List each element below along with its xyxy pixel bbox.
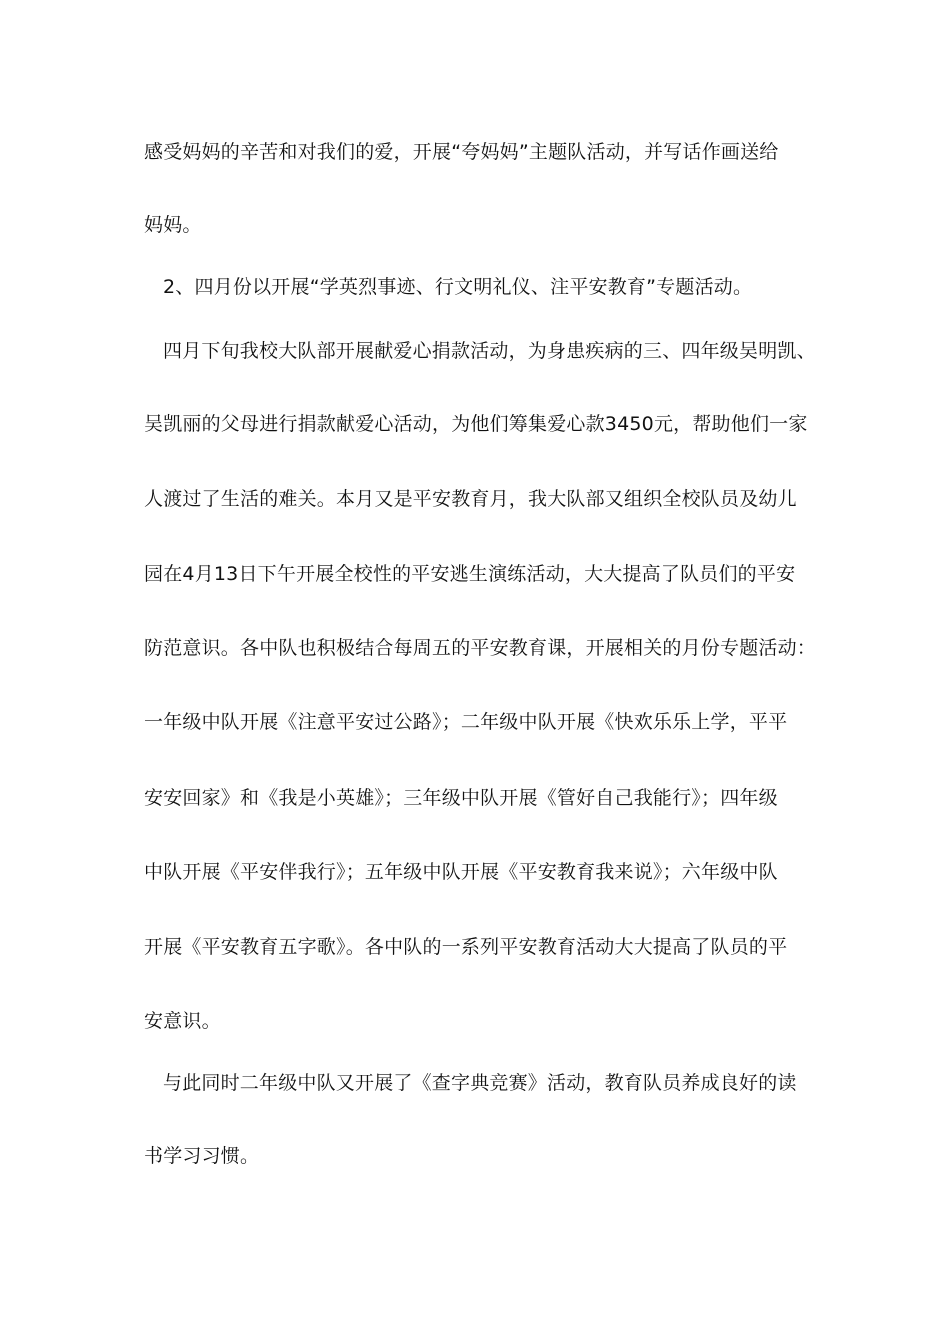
paragraph-line: 与此同时二年级中队又开展了《查字典竞赛》活动，教育队员养成良好的读 bbox=[163, 1072, 797, 1094]
paragraph-line: 开展《平安教育五字歌》。各中队的一系列平安教育活动大大提高了队员的平 bbox=[144, 936, 788, 958]
paragraph-line: 一年级中队开展《注意平安过公路》；二年级中队开展《快欢乐乐上学，平平 bbox=[144, 711, 788, 733]
section-heading: 2、四月份以开展“学英烈事迹、行文明礼仪、注平安教育”专题活动。 bbox=[163, 276, 753, 298]
paragraph-line: 人渡过了生活的难关。本月又是平安教育月，我大队部又组织全校队员及幼儿 bbox=[144, 488, 797, 510]
paragraph-line: 四月下旬我校大队部开展献爱心捐款活动，为身患疾病的三、四年级吴明凯、 bbox=[163, 340, 816, 362]
paragraph-line: 中队开展《平安伴我行》；五年级中队开展《平安教育我来说》；六年级中队 bbox=[144, 861, 778, 883]
paragraph-line: 防范意识。各中队也积极结合每周五的平安教育课，开展相关的月份专题活动： bbox=[144, 637, 817, 659]
paragraph-line: 感受妈妈的辛苦和对我们的爱，开展“夸妈妈”主题队活动，并写话作画送给 bbox=[144, 141, 779, 163]
paragraph-line: 妈妈。 bbox=[144, 214, 202, 236]
paragraph-line: 安安回家》和《我是小英雄》；三年级中队开展《管好自己我能行》；四年级 bbox=[144, 787, 778, 809]
paragraph-line: 吴凯丽的父母进行捐款献爱心活动，为他们筹集爱心款3450元，帮助他们一家 bbox=[144, 413, 808, 435]
paragraph-line: 园在4月13日下午开展全校性的平安逃生演练活动，大大提高了队员们的平安 bbox=[144, 563, 796, 585]
paragraph-line: 安意识。 bbox=[144, 1010, 221, 1032]
paragraph-line: 书学习习惯。 bbox=[144, 1145, 260, 1167]
